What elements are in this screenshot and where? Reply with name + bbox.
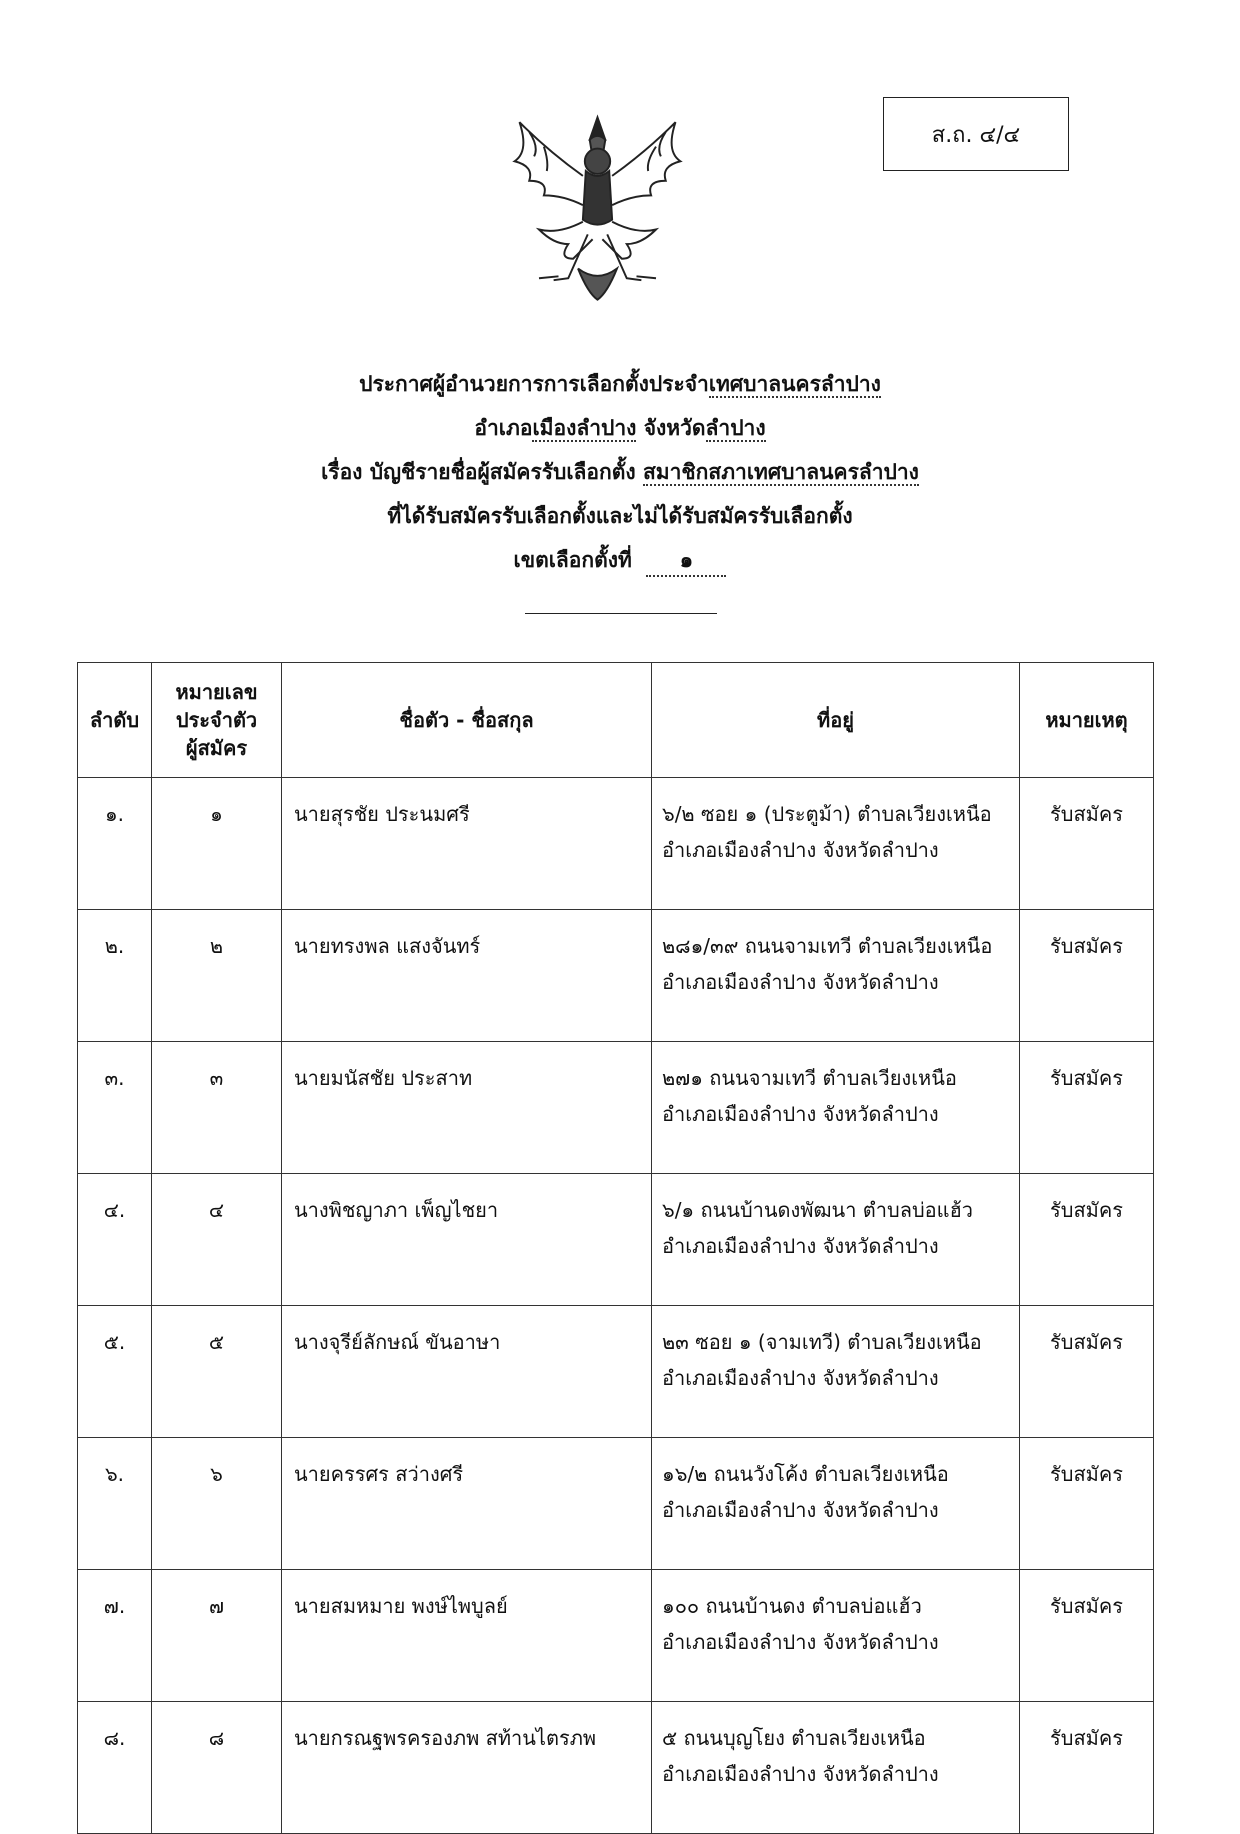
row-address: ๕ ถนนบุญโยง ตำบลเวียงเหนือ อำเภอเมืองลำปาง จังหวัดลำปาง <box>652 1702 1020 1834</box>
row-order: ๗. <box>78 1570 152 1702</box>
table-row <box>78 1438 1154 1570</box>
row-remark: รับสมัคร <box>1020 1702 1154 1834</box>
header-address: ที่อยู่ <box>652 663 1020 778</box>
row-remark: รับสมัคร <box>1020 1570 1154 1702</box>
heading-divider <box>525 613 717 614</box>
heading-council: สมาชิกสภาเทศบาลนครลำปาง <box>642 460 919 484</box>
table-row <box>78 778 1154 910</box>
row-name: นางพิชญาภา เพ็ญไชยา <box>282 1174 652 1306</box>
district-number: ๑ <box>646 545 726 577</box>
row-number: ๕ <box>152 1306 282 1438</box>
row-address: ๑๖/๒ ถนนวังโค้ง ตำบลเวียงเหนือ อำเภอเมืองลำปาง จังหวัดลำปาง <box>652 1438 1020 1570</box>
row-name: นายมนัสชัย ประสาท <box>282 1042 652 1174</box>
row-address: ๒๓ ซอย ๑ (จามเทวี) ตำบลเวียงเหนือ อำเภอเมืองลำปาง จังหวัดลำปาง <box>652 1306 1020 1438</box>
heading-province: ลำปาง <box>705 416 766 440</box>
row-order: ๒. <box>78 910 152 1042</box>
header-candidate-number: หมายเลข ประจำตัว ผู้สมัคร <box>152 663 282 778</box>
row-address: ๖/๒ ซอย ๑ (ประตูม้า) ตำบลเวียงเหนือ อำเภอเมืองลำปาง จังหวัดลำปาง <box>652 778 1020 910</box>
row-number: ๒ <box>152 910 282 1042</box>
row-name: นายกรณฐพรครองภพ สท้านไตรภพ <box>282 1702 652 1834</box>
table-row <box>78 1174 1154 1306</box>
row-number: ๖ <box>152 1438 282 1570</box>
heading-district: เมืองลำปาง <box>532 416 637 440</box>
row-address: ๒๘๑/๓๙ ถนนจามเทวี ตำบลเวียงเหนือ อำเภอเมืองลำปาง จังหวัดลำปาง <box>652 910 1020 1042</box>
garuda-emblem-icon <box>500 110 695 310</box>
heading-line-4: ที่ได้รับสมัครรับเลือกตั้งและไม่ได้รับสมัครรับเลือกตั้ง <box>387 504 853 528</box>
row-remark: รับสมัคร <box>1020 910 1154 1042</box>
row-address: ๑๐๐ ถนนบ้านดง ตำบลบ่อแฮ้ว อำเภอเมืองลำปาง จังหวัดลำปาง <box>652 1570 1020 1702</box>
table-row <box>78 1042 1154 1174</box>
row-address: ๒๗๑ ถนนจามเทวี ตำบลเวียงเหนือ อำเภอเมืองลำปาง จังหวัดลำปาง <box>652 1042 1020 1174</box>
row-remark: รับสมัคร <box>1020 778 1154 910</box>
row-number: ๗ <box>152 1570 282 1702</box>
row-name: นายครรศร สว่างศรี <box>282 1438 652 1570</box>
row-order: ๕. <box>78 1306 152 1438</box>
table-header-row <box>78 663 1154 778</box>
row-number: ๔ <box>152 1174 282 1306</box>
row-remark: รับสมัคร <box>1020 1306 1154 1438</box>
table-row <box>78 1702 1154 1834</box>
heading-line-1: ประกาศผู้อำนวยการการเลือกตั้งประจำเทศบาลนครลำปาง <box>359 372 881 396</box>
header-order: ลำดับ <box>78 663 152 778</box>
heading-line-5: เขตเลือกตั้งที่ ๑ <box>120 538 1120 582</box>
row-order: ๔. <box>78 1174 152 1306</box>
table-row <box>78 1306 1154 1438</box>
row-name: นายทรงพล แสงจันทร์ <box>282 910 652 1042</box>
form-code: ส.ถ. ๔/๔ <box>931 122 1021 148</box>
row-remark: รับสมัคร <box>1020 1174 1154 1306</box>
header-remark: หมายเหตุ <box>1020 663 1154 778</box>
row-number: ๘ <box>152 1702 282 1834</box>
row-number: ๑ <box>152 778 282 910</box>
heading-org: เทศบาลนครลำปาง <box>708 372 881 396</box>
candidate-table <box>77 662 1154 1834</box>
header-name: ชื่อตัว - ชื่อสกุล <box>282 663 652 778</box>
row-name: นายสุรชัย ประนมศรี <box>282 778 652 910</box>
row-address: ๖/๑ ถนนบ้านดงพัฒนา ตำบลบ่อแฮ้ว อำเภอเมืองลำปาง จังหวัดลำปาง <box>652 1174 1020 1306</box>
row-order: ๑. <box>78 778 152 910</box>
table-row <box>78 910 1154 1042</box>
row-order: ๖. <box>78 1438 152 1570</box>
heading-line-3: เรื่อง บัญชีรายชื่อผู้สมัครรับเลือกตั้ง สมาชิกสภาเทศบาลนครลำปาง <box>321 460 919 484</box>
row-order: ๘. <box>78 1702 152 1834</box>
heading-line-2: อำเภอเมืองลำปาง จังหวัดลำปาง <box>474 416 766 440</box>
form-code-box <box>883 97 1069 171</box>
row-number: ๓ <box>152 1042 282 1174</box>
announcement-heading <box>120 362 1120 582</box>
row-name: นายสมหมาย พงษ์ไพบูลย์ <box>282 1570 652 1702</box>
row-order: ๓. <box>78 1042 152 1174</box>
row-remark: รับสมัคร <box>1020 1438 1154 1570</box>
row-remark: รับสมัคร <box>1020 1042 1154 1174</box>
table-row <box>78 1570 1154 1702</box>
row-name: นางจุรีย์ลักษณ์ ขันอาษา <box>282 1306 652 1438</box>
